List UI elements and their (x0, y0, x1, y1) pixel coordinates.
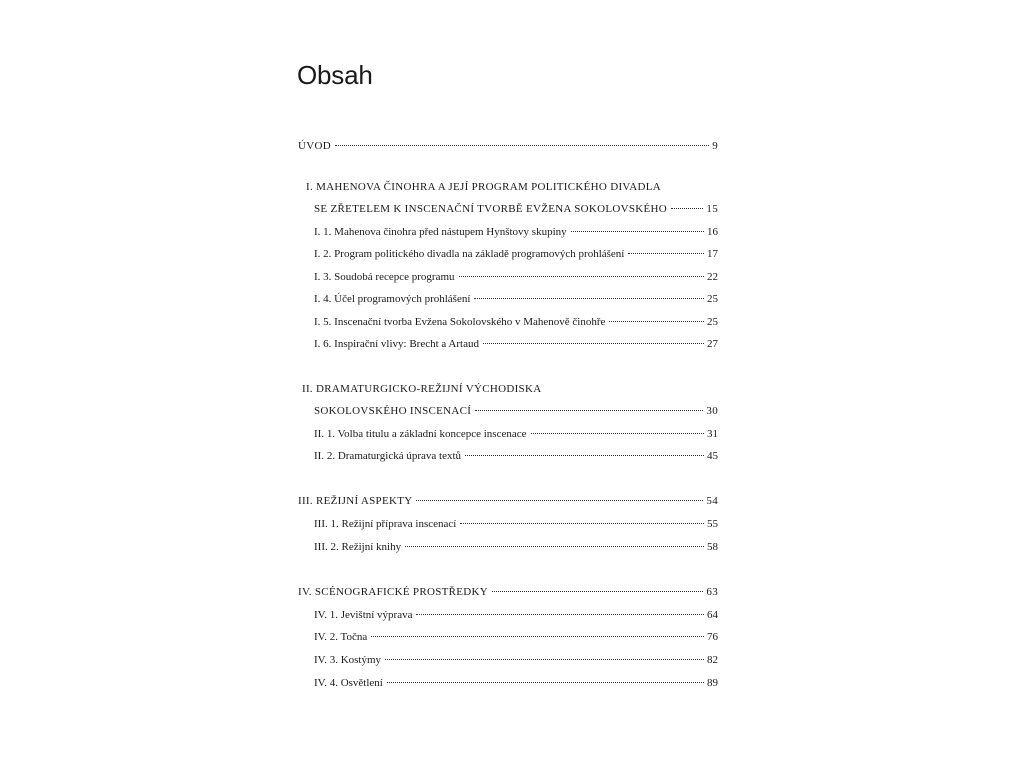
toc-entry-label: IV. 1. Jevištní výprava (314, 609, 413, 621)
toc-entry-label: I. 2. Program politického divadla na základě programových prohlášení (314, 248, 625, 260)
toc-entry-label: III. REŽIJNÍ ASPEKTY (298, 495, 413, 507)
dot-leader (609, 321, 704, 322)
dot-leader (571, 231, 704, 232)
toc-entry-page: 22 (707, 271, 718, 283)
toc-entry-page: 17 (707, 248, 718, 260)
toc-entry-label: III. 1. Režijní příprava inscenací (314, 518, 457, 530)
toc-entry-page: 9 (712, 140, 718, 152)
dot-leader (385, 659, 704, 660)
toc-entry-label: III. 2. Režijní knihy (314, 541, 402, 553)
dot-leader (371, 636, 704, 637)
toc-entry-page: 89 (707, 677, 718, 689)
toc-entry-label: I. 6. Inspirační vlivy: Brecht a Artaud (314, 338, 479, 350)
toc-entry (314, 608, 718, 622)
dot-leader (335, 145, 709, 146)
toc-entry-label: SOKOLOVSKÉHO INSCENACÍ (314, 405, 472, 417)
toc-entry-page: 64 (707, 609, 718, 621)
toc-entry-chapter-4 (298, 585, 718, 599)
dot-leader (492, 591, 703, 592)
toc-entry-label: I. 3. Soudobá recepce programu (314, 271, 455, 283)
toc-entry-label: IV. SCÉNOGRAFICKÉ PROSTŘEDKY (298, 586, 489, 598)
toc-entry-label: I. 5. Inscenační tvorba Evžena Sokolovského v Mahenově činohře (314, 316, 606, 328)
toc-entry-page: 27 (707, 338, 718, 350)
toc-entry-page: 54 (706, 495, 718, 507)
toc-entry-label: I. 1. Mahenova činohra před nástupem Hynštovy skupiny (314, 226, 567, 238)
toc-entry-page: 15 (706, 203, 718, 215)
toc-entry (314, 270, 718, 284)
toc-entry-page: 16 (707, 226, 718, 238)
toc-entry-page: 25 (707, 293, 718, 305)
toc-entry-chapter-3 (298, 494, 718, 508)
toc-entry (314, 630, 718, 644)
toc-entry (314, 676, 718, 690)
toc-entry-chapter-2 (314, 404, 718, 418)
toc-entry (314, 225, 718, 239)
chapter-heading-2: II. DRAMATURGICKO-REŽIJNÍ VÝCHODISKA (302, 383, 542, 395)
toc-entry (314, 540, 718, 554)
dot-leader (475, 410, 703, 411)
dot-leader (459, 276, 704, 277)
toc-entry-label: II. 2. Dramaturgická úprava textů (314, 450, 462, 462)
dot-leader (416, 614, 704, 615)
toc-entry (314, 427, 718, 441)
toc-entry-label: IV. 4. Osvětlení (314, 677, 383, 689)
toc-entry (314, 247, 718, 261)
toc-entry-label: IV. 3. Kostýmy (314, 654, 382, 666)
toc-entry-page: 58 (707, 541, 718, 553)
toc-entry-page: 82 (707, 654, 718, 666)
toc-entry-label: IV. 2. Točna (314, 631, 368, 643)
toc-entry (314, 292, 718, 306)
toc-entry (314, 337, 718, 351)
dot-leader (460, 523, 704, 524)
toc-entry-page: 25 (707, 316, 718, 328)
toc-entry-label: SE ZŘETELEM K INSCENAČNÍ TVORBĚ EVŽENA SOKOLOVSKÉHO (314, 203, 668, 215)
dot-leader (531, 433, 705, 434)
toc-entry (314, 653, 718, 667)
toc-entry-page: 30 (706, 405, 718, 417)
toc-entry-page: 45 (707, 450, 718, 462)
dot-leader (387, 682, 704, 683)
toc-entry-label: I. 4. Účel programových prohlášení (314, 293, 471, 305)
dot-leader (628, 253, 704, 254)
page-title: Obsah (297, 60, 373, 90)
dot-leader (405, 546, 704, 547)
dot-leader (465, 455, 704, 456)
toc-entry-label: ÚVOD (298, 140, 331, 152)
toc-entry-uvod (298, 139, 718, 153)
chapter-heading-1: I. MAHENOVA ČINOHRA A JEJÍ PROGRAM POLITICKÉHO DIVADLA (306, 181, 661, 193)
toc-entry (314, 315, 718, 329)
toc-entry-page: 31 (707, 428, 718, 440)
dot-leader (416, 500, 703, 501)
toc-entry-chapter-1 (314, 202, 718, 216)
toc-entry (314, 449, 718, 463)
toc-entry-label: II. 1. Volba titulu a základní koncepce inscenace (314, 428, 527, 440)
dot-leader (474, 298, 704, 299)
toc-entry-page: 76 (707, 631, 718, 643)
dot-leader (671, 208, 703, 209)
dot-leader (483, 343, 704, 344)
toc-entry-page: 55 (707, 518, 718, 530)
toc-entry-page: 63 (706, 586, 718, 598)
toc-entry (314, 517, 718, 531)
